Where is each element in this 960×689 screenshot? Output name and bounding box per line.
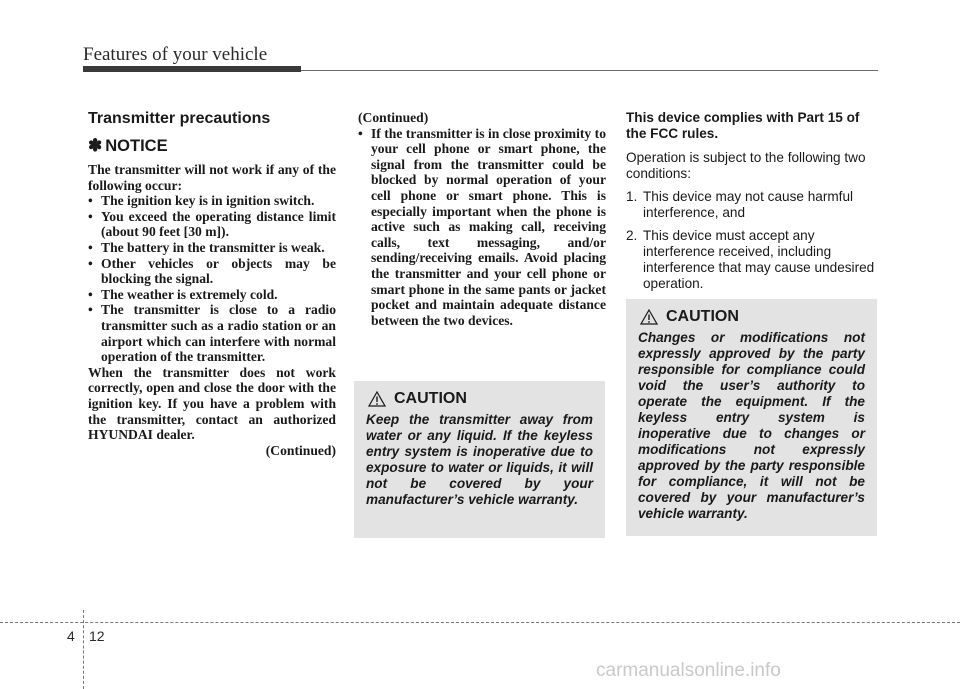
list-text: This device may not cause harmful interference, and xyxy=(643,189,854,220)
warning-triangle-icon xyxy=(640,309,658,325)
notice-heading xyxy=(88,136,336,156)
column-right xyxy=(626,110,878,299)
operation-statement: Operation is subject to the following two conditions: xyxy=(626,150,866,181)
list-item xyxy=(626,228,878,292)
caution-label: CAUTION xyxy=(394,390,467,407)
notice-intro: The transmitter will not work if any of the following occur: xyxy=(88,162,336,193)
section-heading: Transmitter precautions xyxy=(88,110,271,127)
caution-heading xyxy=(638,308,865,326)
footer-divider xyxy=(83,610,84,689)
star-icon: ✽ xyxy=(88,136,103,155)
continued-label: (Continued) xyxy=(358,110,429,125)
list-item: • The ignition key is in ignition switch. xyxy=(88,193,336,209)
notice-body xyxy=(88,162,336,458)
list-text: This device must accept any interference received, including interference that may cause undesired operation. xyxy=(643,228,875,291)
fcc-statement: This device complies with Part 15 of the FCC rules. xyxy=(626,110,860,141)
header-bar xyxy=(83,66,301,72)
list-item: • You exceed the operating distance limit (about 90 feet [30 m]). xyxy=(88,209,336,240)
list-item: • The weather is extremely cold. xyxy=(88,287,336,303)
warning-triangle-icon xyxy=(368,391,386,407)
notice-label: NOTICE xyxy=(105,136,168,155)
caution-heading xyxy=(366,390,593,408)
notice-closing: When the transmitter does not work correctly, open and close the door with the ignition key. If you have a problem with the transmitter, contact an authorized HYUNDAI dealer. xyxy=(88,364,336,443)
caution-box xyxy=(354,381,605,538)
continued-label: (Continued) xyxy=(265,442,336,458)
column-left xyxy=(88,110,336,458)
list-item: • If the transmitter is in close proximity to your cell phone or smart phone, the signal from the transmitter could be blocked by normal operation of your cell phone or smart phone. This is especially important when the phone is active such as making call, receiving calls, text messaging, and/or sending/receiving emails. Avoid placing the transmitter and your cell phone or smart phone in the same pants or jacket pocket and maintain adequate distance between the two devices. xyxy=(358,126,606,329)
header-rule xyxy=(301,70,878,71)
page-number: 12 xyxy=(89,628,105,644)
list-item: • The battery in the transmitter is weak. xyxy=(88,240,336,256)
chapter-number: 4 xyxy=(67,628,75,644)
list-number: 1. xyxy=(626,189,638,204)
watermark: carmanualsonline.info xyxy=(596,660,781,681)
list-item xyxy=(626,189,878,221)
column-middle xyxy=(358,110,606,328)
caution-text: Changes or modifications not expressly approved by the party responsible for compliance could void the user’s authority to operate the equipment. If the keyless entry system is inoperative due to changes or modifications not expressly approved by the party responsible for compliance, it will not be covered by your manufacturer’s vehicle warranty. xyxy=(638,330,865,521)
caution-label: CAUTION xyxy=(666,308,739,325)
list-item: • The transmitter is close to a radio transmitter such as a radio station or an airport which can interfere with normal operation of the transmitter. xyxy=(88,302,336,364)
page-header-title: Features of your vehicle xyxy=(83,44,268,65)
list-item: • Other vehicles or objects may be blocking the signal. xyxy=(88,256,336,287)
caution-box xyxy=(626,299,877,536)
footer-rule xyxy=(0,622,960,623)
notice-continued-body xyxy=(358,110,606,328)
caution-text: Keep the transmitter away from water or any liquid. If the keyless entry system is inoperative due to exposure to water or liquids, it will not be covered by your manufacturer’s vehicle warranty. xyxy=(366,412,593,507)
list-number: 2. xyxy=(626,228,638,243)
